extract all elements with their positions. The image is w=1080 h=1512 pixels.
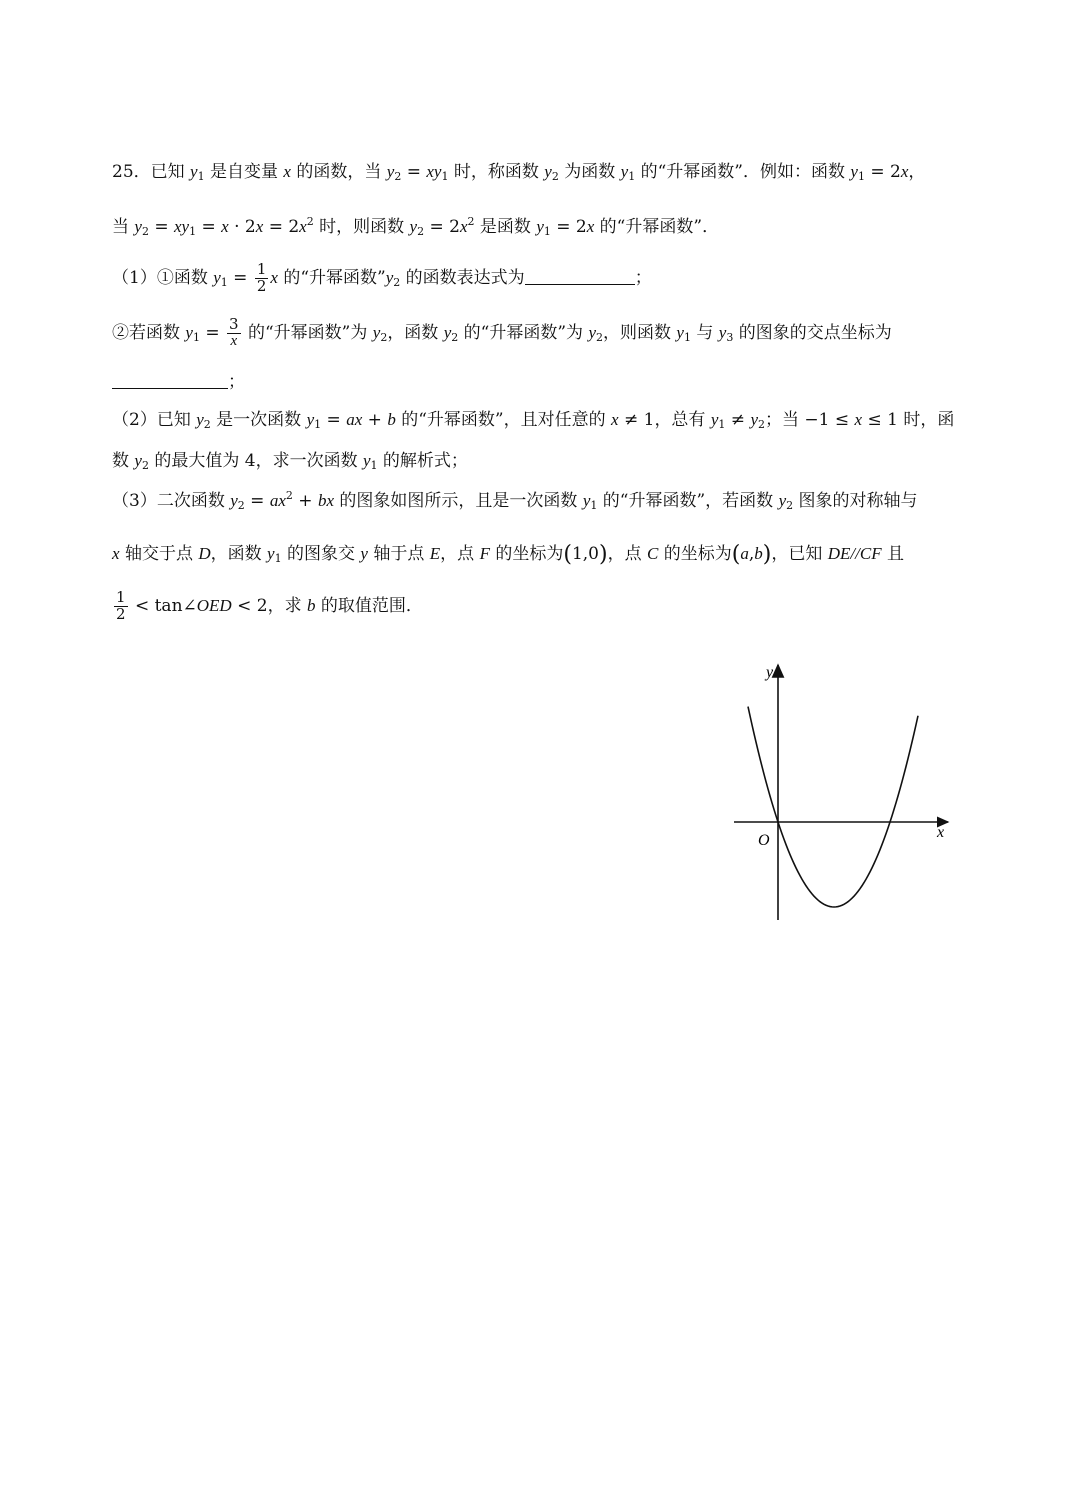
var: y (362, 451, 371, 470)
var: x (283, 162, 291, 181)
paren: ( (731, 542, 741, 567)
text: 与 (690, 322, 719, 343)
sup: 2 (306, 215, 314, 228)
var: a (740, 544, 749, 563)
text: ，则函数 (603, 322, 677, 343)
sub: 1 (370, 459, 378, 472)
sub: 1 (441, 170, 449, 183)
var: y (134, 451, 142, 470)
text: 1,0 (571, 544, 599, 564)
var: D (198, 544, 211, 563)
denominator: 2 (256, 276, 267, 295)
var: DE (827, 544, 851, 563)
var: y (536, 217, 544, 236)
text: 图象的对称轴与 (793, 491, 918, 511)
sub: 2 (393, 275, 401, 289)
text: = 2 (864, 162, 901, 182)
text: （3）二次函数 (112, 491, 231, 511)
var: y (360, 544, 368, 563)
fraction (114, 590, 128, 623)
text: 的坐标为 (489, 544, 564, 564)
sub: 1 (314, 418, 322, 431)
answer-blank[interactable] (525, 268, 635, 285)
text: ≠ 1 (618, 410, 655, 430)
var: y (306, 410, 315, 429)
var: y (230, 491, 238, 510)
sub: 1 (192, 330, 200, 344)
text: 且 (881, 544, 905, 564)
text: = 2 (550, 217, 587, 237)
part1-line-2 (112, 317, 892, 350)
text: ②若函数 (112, 322, 186, 343)
text: = 2 (424, 217, 460, 237)
answer-blank[interactable] (112, 372, 228, 389)
text: = (199, 322, 226, 343)
text: ，总有 (654, 410, 711, 430)
text: 的“升幂函数”为 (242, 322, 373, 343)
text: （2）已知 (112, 410, 197, 430)
part1-line-1 (112, 262, 652, 295)
text: ，点 (607, 544, 647, 564)
var: y (386, 162, 395, 181)
intro-line-2 (112, 215, 720, 238)
sub: 2 (380, 330, 388, 344)
text: 的图象的交点坐标为 (733, 322, 892, 343)
text: ，函数 (210, 544, 268, 564)
text: = (244, 491, 270, 511)
var: x (854, 410, 863, 429)
var: bx (317, 491, 334, 510)
text: 时，则函数 (313, 217, 410, 237)
sub: 2 (141, 459, 149, 472)
problem-number: 25． (112, 162, 151, 182)
text: + (292, 491, 318, 511)
text: ，已知 (771, 544, 828, 564)
sub: 1 (274, 552, 282, 565)
var: y (544, 162, 552, 181)
text: ； (228, 372, 245, 392)
origin-label: O (758, 832, 770, 849)
var: x (459, 217, 468, 236)
var: // (850, 544, 860, 563)
var: y (710, 410, 719, 429)
text: = 2 (263, 217, 300, 237)
text: 的坐标为 (658, 544, 732, 564)
var: C (647, 544, 659, 563)
sub: 2 (237, 499, 245, 512)
var: y (443, 322, 452, 342)
text: 时，称函数 (448, 162, 545, 182)
var: y (588, 322, 597, 342)
sub: 2 (786, 499, 794, 512)
var: x (112, 544, 120, 563)
text: 的函数表达式为 (400, 267, 525, 288)
sub: 2 (596, 330, 604, 344)
paren: ( (563, 542, 572, 567)
var: E (429, 544, 441, 563)
text: · 2 (228, 217, 256, 237)
var: ax (346, 410, 363, 429)
sub: 2 (551, 170, 559, 183)
sub: 1 (718, 418, 726, 431)
text: < 2 (231, 595, 268, 616)
fraction (227, 317, 241, 350)
var: y (718, 322, 727, 342)
part2-line-1 (112, 411, 954, 429)
sup: 2 (467, 215, 475, 228)
var: x (611, 410, 619, 429)
text: 已知 (150, 162, 191, 182)
text: 的“升幂函数”，且对任意的 (395, 410, 612, 430)
numerator: 3 (229, 315, 239, 333)
fraction (255, 262, 269, 295)
sub: 2 (758, 418, 765, 431)
var: OED (196, 595, 232, 615)
var: y (620, 162, 629, 181)
var: x (586, 217, 595, 236)
text: （1）①函数 (112, 267, 214, 288)
text: 的“升幂函数”．例如：函数 (635, 162, 851, 182)
text: 轴交于点 (119, 544, 199, 564)
var: y (409, 217, 418, 236)
sub: 1 (857, 170, 865, 183)
sub: 1 (628, 170, 636, 183)
part2-line-2 (112, 452, 468, 470)
text: + (362, 410, 388, 430)
var: ax (269, 491, 286, 510)
denominator: x (230, 332, 238, 349)
var: y (676, 322, 684, 342)
text: = (148, 217, 175, 237)
var: y (372, 322, 381, 342)
var: F (479, 544, 490, 563)
sub: 1 (220, 275, 228, 289)
var: xy (426, 162, 442, 181)
text: < tan∠ (129, 595, 197, 616)
text: 的取值范围． (315, 595, 423, 616)
text: 的最大值为 4，求一次函数 (148, 451, 363, 471)
var: y (778, 491, 787, 510)
var: x (270, 267, 278, 287)
sub: 2 (203, 418, 211, 431)
text: ，求 (267, 595, 307, 616)
paren: ) (762, 542, 772, 567)
text: 轴于点 (367, 544, 430, 564)
var: x (255, 217, 264, 236)
sub: 3 (726, 330, 734, 344)
var: b (387, 410, 396, 429)
paren: ) (599, 542, 608, 567)
denominator: 2 (116, 604, 126, 623)
var: y (267, 544, 275, 563)
text: 是自变量 (204, 162, 284, 182)
var: y (213, 267, 221, 287)
var: y (582, 491, 591, 510)
sub: 2 (394, 170, 402, 183)
text: 的“升幂函数” (277, 267, 386, 288)
var: CF (859, 544, 882, 563)
var: y (185, 322, 193, 342)
text: 的解析式； (377, 451, 468, 471)
var: b (754, 544, 763, 563)
numerator: 1 (116, 588, 126, 606)
text: = (196, 217, 222, 237)
text: ； (634, 267, 652, 288)
sup: 2 (285, 489, 293, 502)
text: , (748, 544, 755, 564)
sub: 2 (417, 225, 425, 238)
sub: 1 (543, 225, 551, 238)
part3-line-2 (112, 544, 904, 566)
text: 当 (112, 217, 135, 237)
var: xy (174, 217, 190, 236)
parabola-graph (728, 655, 958, 925)
text: = (321, 410, 347, 430)
text: 的“升幂函数”，若函数 (597, 491, 779, 511)
text: ；当 −1 ≤ (765, 410, 855, 430)
text: = (401, 162, 427, 182)
text: = (227, 267, 253, 288)
part3-line-3 (112, 590, 423, 623)
var: x (900, 162, 909, 181)
var: x (299, 217, 307, 236)
text: ，点 (440, 544, 480, 564)
sub: 1 (197, 170, 205, 183)
var: y (196, 410, 204, 429)
var: x (221, 217, 229, 236)
sub: 2 (451, 330, 459, 344)
var: y (190, 162, 198, 181)
part3-line-1 (112, 489, 918, 512)
var: y (385, 267, 394, 287)
text: 是函数 (474, 217, 537, 237)
text: ，函数 (387, 322, 444, 343)
sub: 2 (141, 225, 149, 238)
var: b (307, 595, 316, 615)
numerator: 1 (256, 260, 267, 278)
var: y (134, 217, 142, 236)
intro-line-1 (112, 163, 925, 181)
sub: 1 (683, 330, 691, 344)
var: y (750, 410, 758, 429)
text: ， (908, 162, 926, 182)
sub: 1 (189, 225, 197, 238)
text: 为函数 (558, 162, 621, 182)
text: 的图象交 (281, 544, 361, 564)
text: 是一次函数 (210, 410, 307, 430)
text: 的图象如图所示，且是一次函数 (334, 491, 583, 511)
text: 的函数，当 (290, 162, 387, 182)
var: y (850, 162, 858, 181)
text: ≤ 1 时，函 (862, 410, 955, 430)
x-axis-label: x (937, 824, 945, 841)
sub: 1 (590, 499, 598, 512)
text: 的“升幂函数”为 (458, 322, 589, 343)
y-axis-label: y (766, 664, 774, 681)
text: 的“升幂函数”． (594, 217, 720, 237)
text: ≠ (725, 410, 751, 430)
text: 数 (112, 451, 135, 471)
part1-line-3 (112, 372, 245, 391)
parabola-curve (748, 707, 918, 907)
